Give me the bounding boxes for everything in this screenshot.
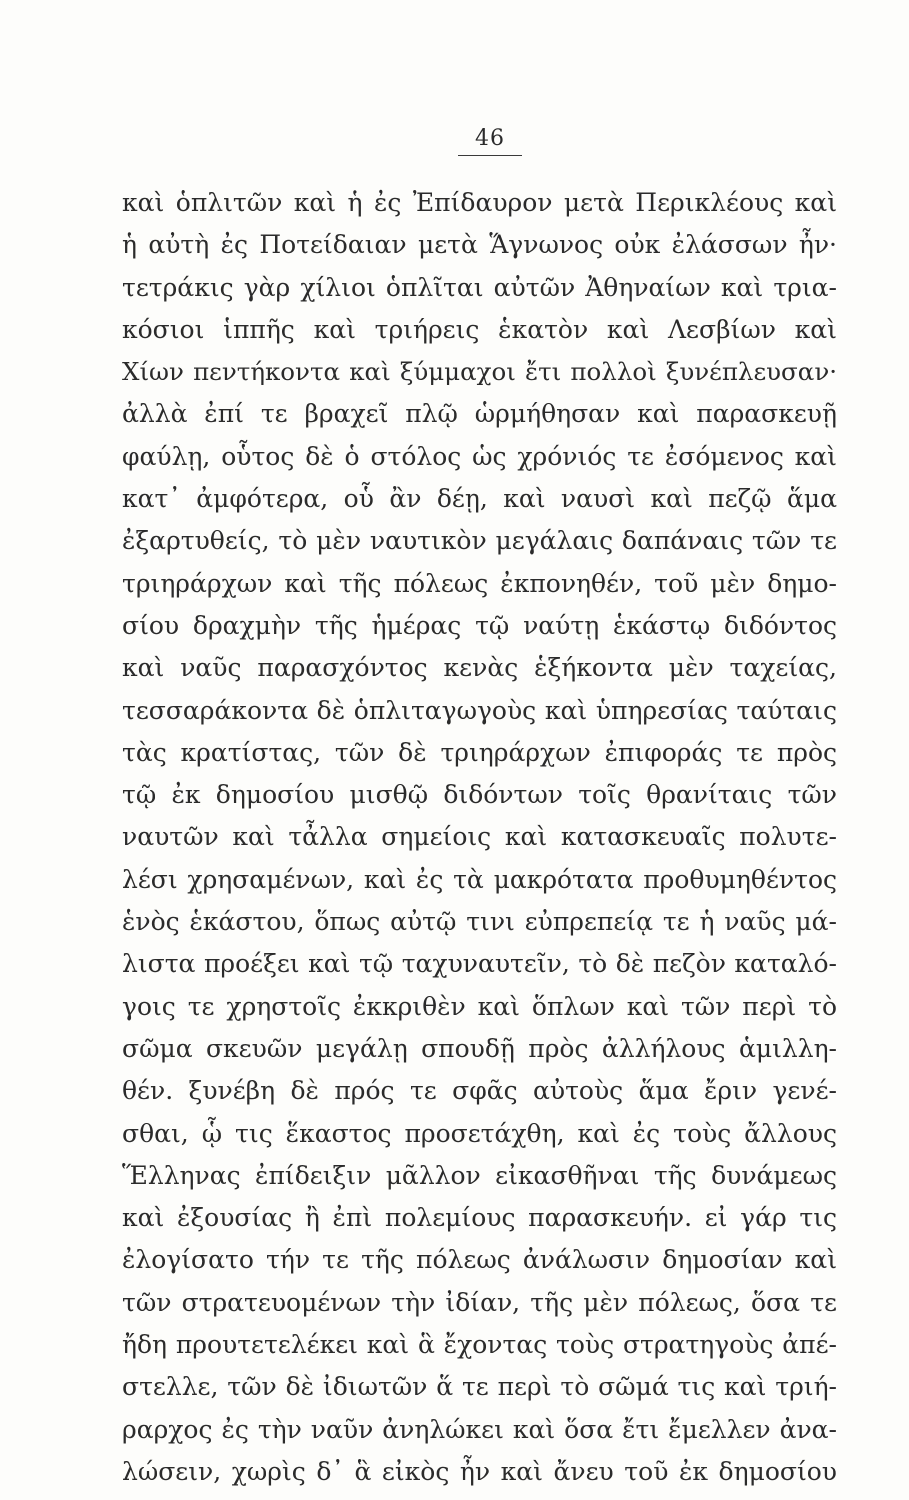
- text-line: θέν. ξυνέβη δὲ πρός τε σφᾶς αὐτοὺς ἅμα ἔριν γενέ-: [122, 1076, 837, 1106]
- text-line: τριηράρχων καὶ τῆς πόλεως ἐκπονηθέν, τοῦ μὲν δημο-: [122, 568, 837, 598]
- text-line: ἡ αὐτὴ ἐς Ποτείδαιαν μετὰ Ἅγνωνος οὐκ ἐλάσσων ἦν·: [122, 230, 837, 260]
- text-line: ἀλλὰ ἐπί τε βραχεῖ πλῷ ὡρμήθησαν καὶ παρασκευῇ: [122, 399, 837, 429]
- text-line: ραρχος ἐς τὴν ναῦν ἀνηλώκει καὶ ὅσα ἔτι ἔμελλεν ἀνα-: [122, 1414, 837, 1444]
- text-line: Ἕλληνας ἐπίδειξιν μᾶλλον εἰκασθῆναι τῆς δυνάμεως: [122, 1160, 837, 1190]
- text-line: λέσι χρησαμένων, καὶ ἐς τὰ μακρότατα προθυμηθέντος: [122, 864, 837, 894]
- text-line: λιστα προέξει καὶ τῷ ταχυναυτεῖν, τὸ δὲ πεζὸν καταλό-: [122, 949, 837, 979]
- text-line: τῷ ἐκ δημοσίου μισθῷ διδόντων τοῖς θρανίταις τῶν: [122, 780, 837, 810]
- text-line: κόσιοι ἱππῆς καὶ τριήρεις ἑκατὸν καὶ Λεσβίων καὶ: [122, 314, 837, 344]
- text-line: ἑνὸς ἑκάστου, ὅπως αὐτῷ τινι εὐπρεπείᾳ τε ἡ ναῦς μά-: [122, 907, 837, 937]
- text-line: τεσσαράκοντα δὲ ὁπλιταγωγοὺς καὶ ὑπηρεσίας ταύταις: [122, 695, 837, 725]
- text-line: ἤδη προυτετελέκει καὶ ἃ ἔχοντας τοὺς στρατηγοὺς ἀπέ-: [122, 1330, 837, 1360]
- text-line: γοις τε χρηστοῖς ἐκκριθὲν καὶ ὅπλων καὶ τῶν περὶ τὸ: [122, 991, 837, 1021]
- text-line: σίου δραχμὴν τῆς ἡμέρας τῷ ναύτῃ ἑκάστῳ διδόντος: [122, 610, 837, 640]
- text-line: τετράκις γὰρ χίλιοι ὁπλῖται αὐτῶν Ἀθηναίων καὶ τρια-: [122, 272, 837, 302]
- text-line: φαύλῃ, οὗτος δὲ ὁ στόλος ὡς χρόνιός τε ἐσόμενος καὶ: [122, 441, 837, 471]
- text-line: ναυτῶν καὶ τἆλλα σημείοις καὶ κατασκευαῖς πολυτε-: [122, 822, 837, 852]
- page-number-rule: [458, 155, 522, 156]
- text-line: καὶ ὁπλιτῶν καὶ ἡ ἐς Ἐπίδαυρον μετὰ Περικλέους καὶ: [122, 188, 837, 217]
- text-line: σθαι, ᾧ τις ἕκαστος προσετάχθη, καὶ ἐς τοὺς ἄλλους: [122, 1118, 837, 1148]
- page-number: 46: [475, 126, 505, 151]
- text-line: καὶ ἐξουσίας ἢ ἐπὶ πολεμίους παρασκευήν. εἰ γάρ τις: [122, 1203, 837, 1233]
- text-line: ἐλογίσατο τήν τε τῆς πόλεως ἀνάλωσιν δημοσίαν καὶ: [122, 1245, 837, 1275]
- text-line: σῶμα σκευῶν μεγάλῃ σπουδῇ πρὸς ἀλλήλους ἁμιλλη-: [122, 1033, 837, 1063]
- text-line: λώσειν, χωρὶς δ᾽ ἃ εἰκὸς ἦν καὶ ἄνευ τοῦ ἐκ δημοσίου: [122, 1456, 837, 1486]
- text-line: καὶ ναῦς παρασχόντος κενὰς ἑξήκοντα μὲν ταχείας,: [122, 653, 837, 683]
- text-line: ἐξαρτυθείς, τὸ μὲν ναυτικὸν μεγάλαις δαπάναις τῶν τε: [122, 526, 837, 556]
- text-line: κατ᾽ ἀμφότερα, οὗ ἂν δέῃ, καὶ ναυσὶ καὶ πεζῷ ἅμα: [122, 484, 837, 514]
- text-line: τῶν στρατευομένων τὴν ἰδίαν, τῆς μὲν πόλεως, ὅσα τε: [122, 1287, 837, 1317]
- text-line: Χίων πεντήκοντα καὶ ξύμμαχοι ἔτι πολλοὶ ξυνέπλευσαν·: [122, 357, 837, 387]
- text-line: τὰς κρατίστας, τῶν δὲ τριηράρχων ἐπιφοράς τε πρὸς: [122, 737, 837, 767]
- body-text: [122, 182, 837, 1493]
- text-line: στελλε, τῶν δὲ ἰδιωτῶν ἅ τε περὶ τὸ σῶμά τις καὶ τριή-: [122, 1372, 837, 1402]
